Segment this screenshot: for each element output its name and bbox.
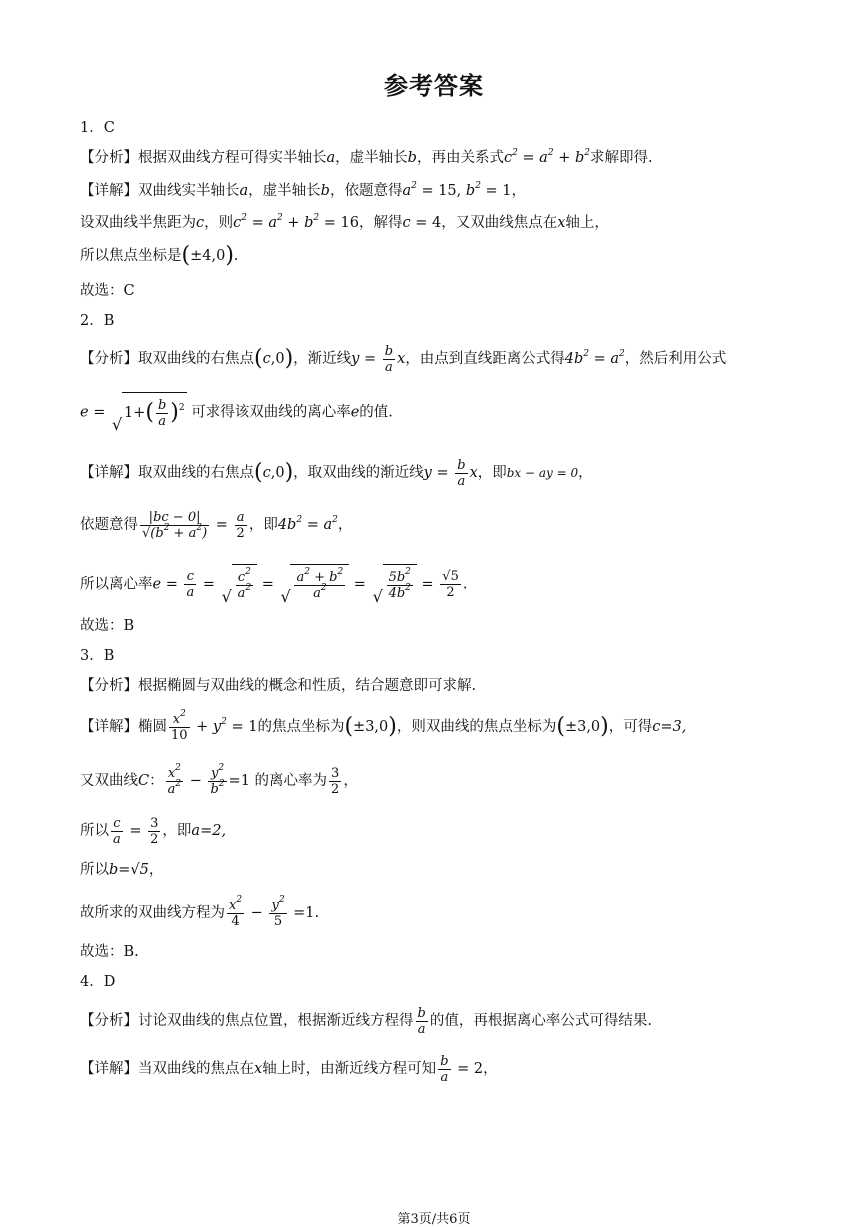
question-2-detail-line-2: 依题意得 $\frac{|bc - 0|}{√(b^2 + a^2)}$ = $\frac{a}{2}$ ，即$4b^2 = a^2$，	[80, 509, 353, 541]
question-4-number: 4．D	[80, 974, 116, 990]
analysis-tag: 【分析】	[80, 150, 138, 166]
question-1-answer: 故选：C	[80, 283, 135, 299]
question-3-answer: 故选：B.	[80, 944, 139, 960]
question-2-answer: 故选：B	[80, 618, 135, 634]
question-3-number: 3．B	[80, 648, 115, 664]
question-3-detail-line-2: 又双曲线C： $\frac{x^2}{a^2}$ − $\frac{y^2}{b^2}$ =1 的离心率为 $\frac{3}{2}$ ，	[80, 762, 358, 797]
question-2-analysis-line-2: e = √ 1+( $\frac{b}{a}$ )$^2$ 可求得该双曲线的离心率e的值.	[80, 392, 393, 433]
question-2-detail-line-3: 所以离心率e = $\frac{c}{a}$ = √ $\frac{c^2}{a^2}$ = √ $\frac{a^2 + b^2}{a^2}$ = √ $\frac{5b^2}{4b^2}$ = $\frac{√5}{2}$ .	[80, 564, 467, 605]
question-4-detail: 【详解】当双曲线的焦点在x轴上时，由渐近线方程可知 $\frac{b}{a}$ = 2，	[80, 1053, 498, 1085]
question-1-detail-line-3: 所以焦点坐标是(±4,0).	[80, 243, 239, 268]
question-1-number: 1．C	[80, 120, 115, 136]
question-3-detail: 【详解】椭圆 $\frac{x^2}{10}$ + $y^2 = 1$的焦点坐标为(±3,0)，则双曲线的焦点坐标为(±3,0)，可得c=3,	[80, 708, 687, 743]
page-title: 参考答案	[384, 72, 484, 100]
question-2-analysis: 【分析】取双曲线的右焦点(c,0)，渐近线y = $\frac{b}{a}$ x，由点到直线距离公式得$4b^2 = a^2$，然后利用公式	[80, 343, 727, 375]
detail-tag: 【详解】	[80, 183, 138, 199]
question-1-detail: 【详解】双曲线实半轴长a，虚半轴长b，依题意得$a^2 = 15$, $b^2 = 1$，	[80, 181, 527, 199]
question-2-detail: 【详解】取双曲线的右焦点(c,0)，取双曲线的渐近线y = $\frac{b}{a}$ x，即bx − ay = 0，	[80, 457, 593, 489]
question-3-detail-line-4: 所以b=√5，	[80, 862, 164, 878]
question-4-analysis: 【分析】讨论双曲线的焦点位置，根据渐近线方程得 $\frac{b}{a}$ 的值，再根据离心率公式可得结果.	[80, 1005, 652, 1037]
question-3-detail-line-3: 所以 $\frac{c}{a}$ = $\frac{3}{2}$ ，即a=2,	[80, 815, 227, 847]
question-3-detail-line-5: 故所求的双曲线方程为 $\frac{x^2}{4}$ − $\frac{y^2}{5}$ =1.	[80, 894, 320, 929]
question-2-number: 2．B	[80, 313, 115, 329]
question-1-analysis: 【分析】根据双曲线方程可得实半轴长a，虚半轴长b，再由关系式$c^2 = a^2 + b^2$求解即得.	[80, 148, 653, 166]
page-footer: 第3页/共6页	[397, 1212, 471, 1227]
question-1-detail-line-2: 设双曲线半焦距为c，则$c^2 = a^2 + b^2 = 16$，解得c = 4，又双曲线焦点在x轴上，	[80, 213, 609, 231]
question-3-analysis: 【分析】根据椭圆与双曲线的概念和性质，结合题意即可求解.	[80, 678, 477, 694]
